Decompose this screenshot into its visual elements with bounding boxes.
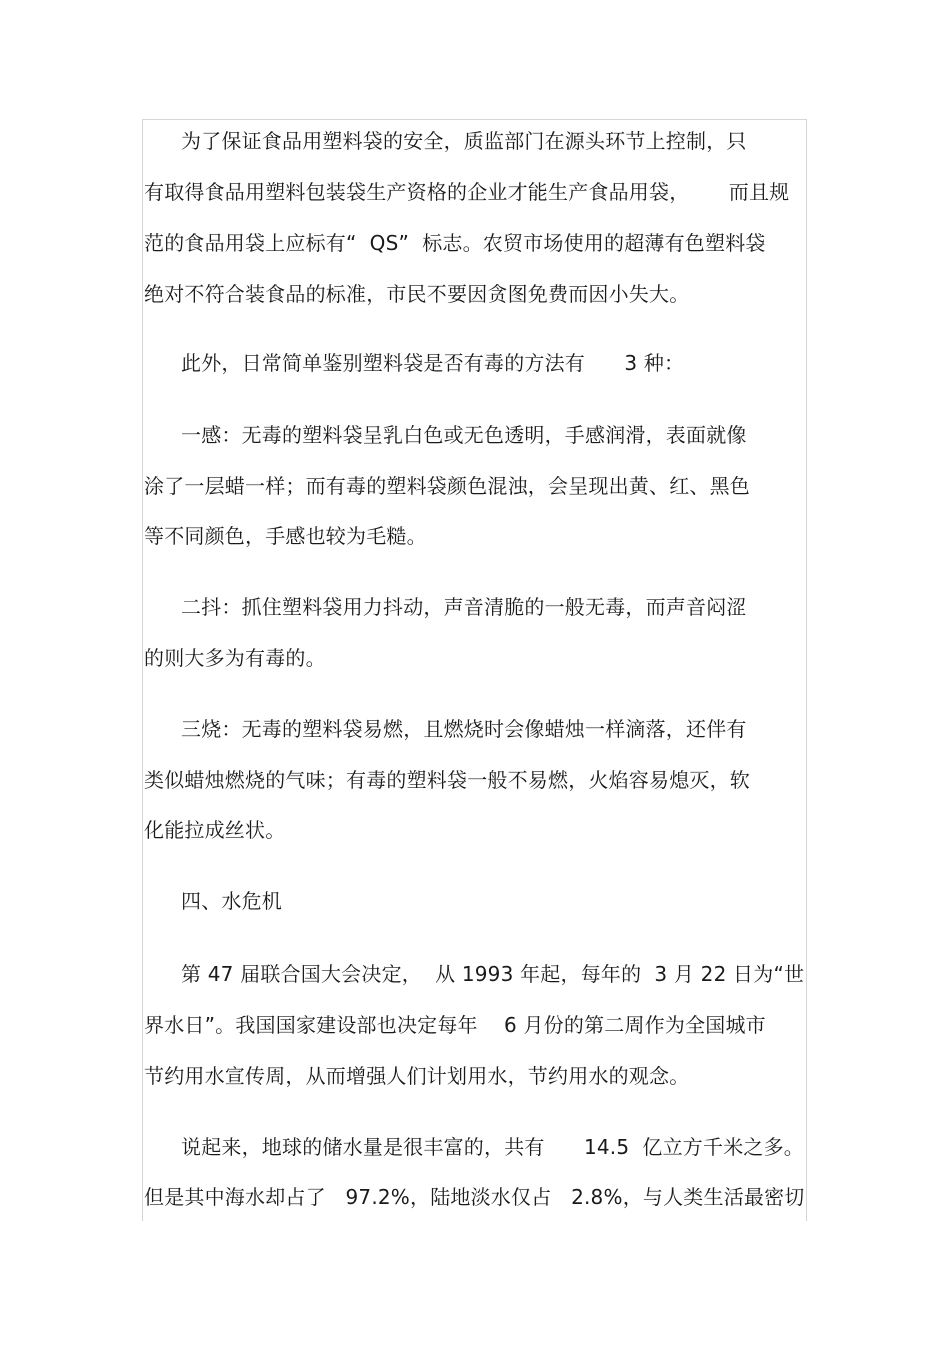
- paragraph-7-line-1: 说起来，地球的储水量是很丰富的，共有 14.5 亿立方千米之多。: [181, 1135, 804, 1159]
- paragraph-3-line-1: 一感：无毒的塑料袋呈乳白色或无色透明，手感润滑，表面就像: [181, 423, 747, 447]
- paragraph-3-line-3: 等不同颜色，手感也较为毛糙。: [144, 524, 427, 548]
- page-frame-top-border: [142, 119, 807, 120]
- paragraph-3-line-2: 涂了一层蜡一样；而有毒的塑料袋颜色混浊，会呈现出黄、红、黑色: [144, 474, 750, 498]
- paragraph-5-line-3: 化能拉成丝状。: [144, 818, 286, 842]
- section-heading: 四、水危机: [181, 889, 282, 913]
- paragraph-2-line-1: 此外，日常简单鉴别塑料袋是否有毒的方法有 3 种：: [181, 351, 685, 375]
- paragraph-5-line-1: 三烧：无毒的塑料袋易燃，且燃烧时会像蜡烛一样滴落，还伴有: [181, 717, 747, 741]
- paragraph-5-line-2: 类似蜡烛燃烧的气味；有毒的塑料袋一般不易燃，火焰容易熄灭，软: [144, 768, 750, 792]
- paragraph-7-line-2: 但是其中海水却占了 97.2%，陆地淡水仅占 2.8%，与人类生活最密切: [144, 1185, 805, 1209]
- paragraph-6-line-3: 节约用水宣传周，从而增强人们计划用水，节约用水的观念。: [144, 1064, 690, 1088]
- paragraph-1-line-1: 为了保证食品用塑料袋的安全，质监部门在源头环节上控制，只: [181, 129, 747, 153]
- paragraph-6-line-2: 界水日”。我国国家建设部也决定每年 6 月份的第二周作为全国城市: [144, 1013, 766, 1037]
- paragraph-1-line-2: 有取得食品用塑料包装袋生产资格的企业才能生产食品用袋， 而且规: [144, 180, 790, 204]
- paragraph-1-line-3: 范的食品用袋上应标有“ QS” 标志。农贸市场使用的超薄有色塑料袋: [144, 231, 766, 255]
- paragraph-4-line-1: 二抖：抓住塑料袋用力抖动，声音清脆的一般无毒，而声音闷涩: [181, 595, 747, 619]
- page-frame-left-border: [142, 119, 143, 1221]
- paragraph-4-line-2: 的则大多为有毒的。: [144, 646, 326, 670]
- paragraph-6-line-1: 第 47 届联合国大会决定， 从 1993 年起，每年的 3 月 22 日为“世: [181, 962, 805, 986]
- page-frame-right-border: [806, 119, 807, 1221]
- paragraph-1-line-4: 绝对不符合装食品的标准，市民不要因贪图免费而因小失大。: [144, 282, 690, 306]
